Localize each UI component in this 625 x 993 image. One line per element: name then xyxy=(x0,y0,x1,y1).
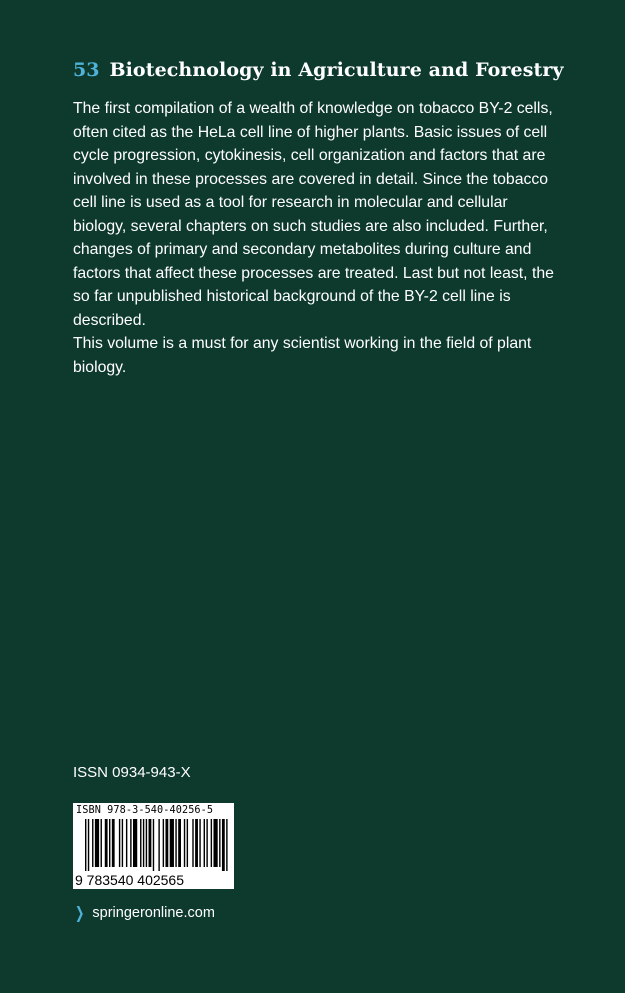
barcode-bar xyxy=(170,819,174,867)
barcode-bar xyxy=(105,819,108,867)
barcode-bar xyxy=(222,819,225,871)
barcode-bar xyxy=(158,819,159,871)
barcode-bar xyxy=(204,819,205,867)
barcode-bar xyxy=(219,819,220,867)
barcode-bar xyxy=(195,819,198,867)
chevron-right-icon: ❯ xyxy=(75,905,85,922)
barcode-bar xyxy=(109,819,110,867)
isbn-barcode xyxy=(73,803,234,889)
publisher-link-text: springeronline.com xyxy=(92,905,215,921)
barcode-bars xyxy=(85,819,229,871)
barcode-bar xyxy=(192,819,193,867)
barcode-bar xyxy=(187,819,188,867)
barcode-bar xyxy=(122,819,123,867)
barcode-bar xyxy=(184,819,185,867)
barcode-bar xyxy=(133,819,137,867)
series-title: Biotechnology in Agriculture and Forestry xyxy=(109,59,564,81)
barcode-bar xyxy=(175,819,176,867)
barcode-bar xyxy=(85,819,86,871)
barcode-bar xyxy=(206,819,207,867)
issn-label: ISSN 0934-943-X xyxy=(73,764,191,781)
barcode-bar xyxy=(199,819,200,867)
publisher-link[interactable] xyxy=(73,903,215,923)
barcode-bar xyxy=(88,819,89,871)
barcode-bar xyxy=(140,819,141,867)
barcode-bar xyxy=(226,819,227,871)
barcode-bar xyxy=(153,819,154,871)
barcode-bar xyxy=(163,819,164,867)
barcode-bar xyxy=(211,819,212,867)
barcode-bar xyxy=(92,819,93,867)
barcode-bar xyxy=(213,819,217,867)
book-description xyxy=(73,97,563,379)
barcode-isbn-text: ISBN 978-3-540-40256-5 xyxy=(76,805,214,816)
series-header xyxy=(73,58,593,82)
barcode-bar xyxy=(126,819,127,867)
barcode-bar xyxy=(143,819,144,867)
description-paragraph: This volume is a must for any scientist working in the field of plant biology. xyxy=(73,335,532,376)
barcode-bar xyxy=(112,819,115,867)
description-paragraph: The first compilation of a wealth of knowledge on tobacco BY-2 cells, often cited as the HeLa cell line of higher plants. Basic issues of cell cycle progression, cytokinesis, cell organization and factors that are involved in these processes are covered in detail. Since the tobacco cell line is used as a tool for research in molecular and cellular biology, several chapters on such studies are also included. Further, changes of primary and secondary metabolites during culture and factors that affect these processes are treated. Last but not least, the so far unpublished historical background of the BY-2 cell line is described. xyxy=(73,100,554,329)
barcode-bar xyxy=(130,819,131,867)
volume-number: 53 xyxy=(73,59,100,81)
barcode-bar xyxy=(95,819,99,867)
barcode-bar xyxy=(146,819,147,867)
barcode-bar xyxy=(149,819,152,867)
barcode-digits: 9 783540 402565 xyxy=(75,872,184,888)
barcode-bar xyxy=(178,819,181,867)
barcode-bar xyxy=(119,819,120,867)
barcode-bar xyxy=(165,819,168,867)
barcode-bar xyxy=(101,819,102,867)
